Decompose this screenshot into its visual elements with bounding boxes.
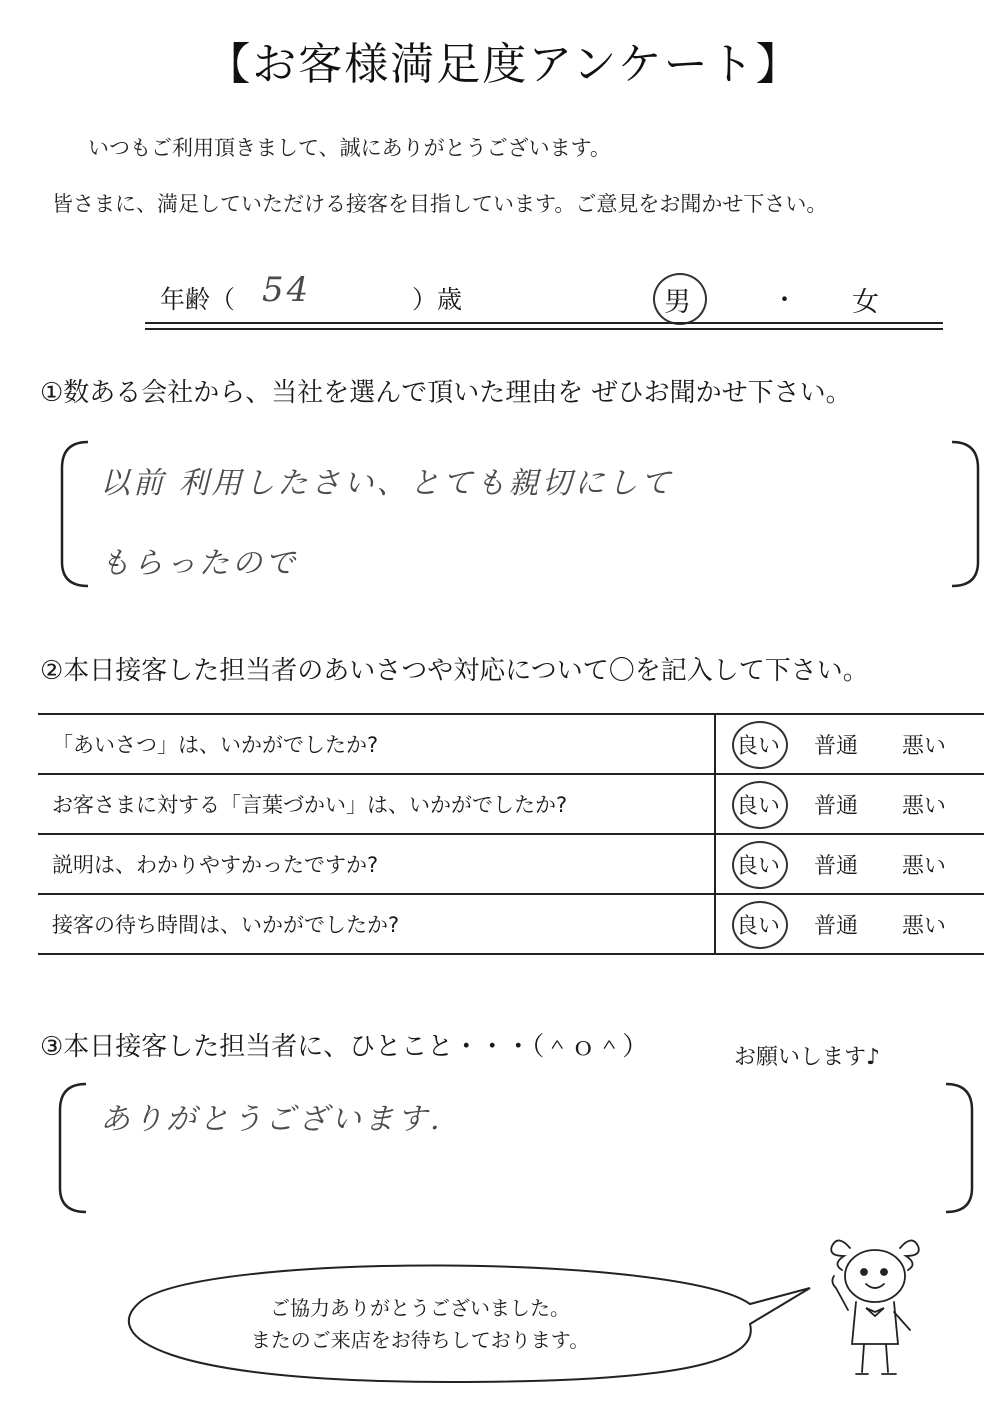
option-average[interactable]: 普通 [814, 794, 859, 819]
age-suffix: ）歳 [412, 285, 463, 314]
thanks-speech-bubble [120, 1258, 820, 1388]
rating-options [715, 774, 984, 834]
option-bad[interactable]: 悪い [902, 734, 947, 759]
rating-table [38, 713, 984, 955]
rating-row [38, 774, 984, 834]
question-text: 説明は、わかりやすかったですか? [38, 834, 715, 894]
gender-female-option[interactable]: 女 [852, 287, 879, 318]
option-average[interactable]: 普通 [814, 734, 859, 759]
profile-underline-top [145, 322, 943, 324]
profile-underline-bottom [145, 328, 943, 330]
section3-heading: ③本日接客した担当者に、ひとこと・・・（＾ｏ＾） [40, 1032, 649, 1062]
option-good[interactable]: 良い [736, 734, 781, 759]
mascot-illustration [818, 1226, 930, 1386]
section1-answer-line-1[interactable]: 以前 利用したさい、とても親切にして [100, 466, 674, 501]
rating-options [715, 714, 984, 774]
rating-row [38, 894, 984, 954]
gender-separator: ・ [772, 285, 798, 314]
rating-options [715, 894, 984, 954]
question-text: お客さまに対する「言葉づかい」は、いかがでしたか? [38, 774, 715, 834]
option-bad[interactable]: 悪い [902, 854, 947, 879]
age-value[interactable]: 54 [262, 270, 312, 310]
option-good[interactable]: 良い [736, 854, 781, 879]
intro-line-1: いつもご利用頂きまして、誠にありがとうございます。 [88, 136, 611, 160]
question-text: 接客の待ち時間は、いかがでしたか? [38, 894, 715, 954]
option-average[interactable]: 普通 [814, 914, 859, 939]
section1-answer-line-2[interactable]: もらったので [100, 546, 298, 581]
section3-answer[interactable]: ありがとうございます. [100, 1102, 443, 1137]
age-label: 年齢（ [160, 285, 236, 314]
thanks-line-2: またのご来店をお待ちしております。 [250, 1328, 590, 1352]
rating-row [38, 834, 984, 894]
thanks-line-1: ご協力ありがとうございました。 [270, 1296, 570, 1320]
rating-options [715, 834, 984, 894]
section1-heading: ①数ある会社から、当社を選んで頂いた理由を ぜひお聞かせ下さい。 [40, 378, 852, 408]
section2-heading: ②本日接客した担当者のあいさつや対応について〇を記入して下さい。 [40, 656, 869, 686]
section3-request: お願いします♪ [734, 1045, 881, 1070]
option-bad[interactable]: 悪い [902, 794, 947, 819]
rating-row [38, 714, 984, 774]
option-good[interactable]: 良い [736, 794, 781, 819]
survey-title: 【お客様満足度アンケート】 [206, 39, 802, 90]
gender-male-option[interactable]: 男 [664, 287, 691, 318]
option-average[interactable]: 普通 [814, 854, 859, 879]
intro-line-2: 皆さまに、満足していただける接客を目指しています。ご意見をお聞かせ下さい。 [52, 192, 828, 216]
option-good[interactable]: 良い [736, 914, 781, 939]
question-text: 「あいさつ」は、いかがでしたか? [38, 714, 715, 774]
option-bad[interactable]: 悪い [902, 914, 947, 939]
